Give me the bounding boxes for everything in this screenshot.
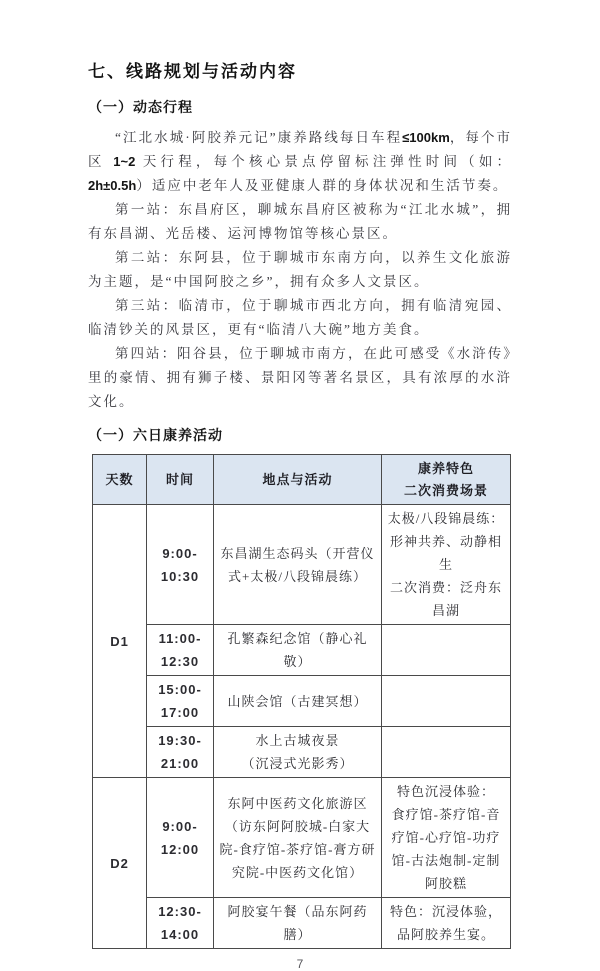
time-cell: 9:00-12:00 [147,778,214,898]
table-row [93,505,511,625]
place-line: （沉浸式光影秀） [241,756,354,771]
paragraph-route-overview [88,126,512,198]
paragraph-station-4: 第四站：阳谷县，位于聊城市南方，在此可感受《水浒传》里的豪情、拥有狮子楼、景阳冈等著名景区，具有浓厚的水浒文化。 [88,346,512,409]
paragraph-station-1: 第一站：东昌府区，聊城东昌府区被称为“江北水城”，拥有东昌湖、光岳楼、运河博物馆等核心景区。 [88,202,512,241]
header-cell-feature [382,455,511,505]
subsection-heading-six-day-activities: （一）六日康养活动 [88,429,223,444]
header-cell-place: 地点与活动 [214,455,382,505]
route-overview-text: ，每个市区 [88,130,512,169]
table-row [93,727,511,778]
table-header-row [93,455,511,505]
route-overview-text: 天行程，每个核心景点停留标注弹性时间（如： [135,154,513,169]
day-cell-d1: D1 [93,505,147,778]
table-row [93,898,511,949]
route-overview-text: ）适应中老年人及亚健康人群的身体状况和生活节奏。 [136,178,509,193]
time-cell: 19:30-21:00 [147,727,214,778]
feature-cell [382,505,511,625]
place-cell: 孔繁森纪念馆（静心礼敬） [214,625,382,676]
place-line: 水上古城夜景 [255,733,340,748]
feature-line: 二次消费：泛舟东昌湖 [389,580,502,618]
place-cell [214,778,382,898]
place-cell [214,727,382,778]
day-cell-d2: D2 [93,778,147,949]
table-row [93,778,511,898]
feature-cell-empty [382,676,511,727]
dwell-time-value: 2h±0.5h [88,178,137,193]
place-line: 东阿中医药文化旅游区 [227,795,368,811]
feature-line: 食疗馆-茶疗馆-音疗馆-心疗馆-功疗馆-古法炮制-定制阿胶糕 [391,807,501,891]
table-row [93,625,511,676]
table-row [93,676,511,727]
feature-line: 特色沉浸体验： [396,784,495,799]
feature-cell-empty [382,625,511,676]
time-cell: 15:00-17:00 [147,676,214,727]
section-heading: 七、线路规划与活动内容 [88,62,297,81]
paragraph-station-3: 第三站：临清市，位于聊城市西北方向，拥有临清宛园、临清钞关的风景区，更有“临清八大碗”地方美食。 [88,298,512,337]
header-feature-line1: 康养特色 [417,460,474,476]
activity-schedule-table [92,454,511,949]
page-number: 7 [296,957,304,971]
feature-line: 太极/八段锦晨练：形神共养、动静相生 [387,511,505,572]
time-cell: 11:00-12:30 [147,625,214,676]
place-cell: 东昌湖生态码头（开营仪式+太极/八段锦晨练） [214,505,382,625]
feature-cell [382,778,511,898]
header-feature-line2: 二次消费场景 [403,482,488,498]
time-cell: 9:00-10:30 [147,505,214,625]
daily-distance-value: ≤100km [402,130,450,145]
time-cell: 12:30-14:00 [147,898,214,949]
subsection-heading-dynamic-itinerary: （一）动态行程 [88,101,193,116]
place-line: （访东阿阿胶城-白家大院-食疗馆-茶疗馆-膏方研究院-中医药文化馆） [219,818,376,880]
paragraph-station-2: 第二站：东阿县，位于聊城市东南方向，以养生文化旅游为主题，是“中国阿胶之乡”，拥有众多人文景区。 [88,250,512,289]
feature-cell: 特色：沉浸体验，品阿胶养生宴。 [382,898,511,949]
header-cell-time: 时间 [147,455,214,505]
feature-cell-empty [382,727,511,778]
header-cell-day: 天数 [93,455,147,505]
place-cell: 山陕会馆（古建冥想） [214,676,382,727]
days-range-value: 1~2 [113,154,136,169]
place-cell: 阿胶宴午餐（品东阿药膳） [214,898,382,949]
route-overview-text: “江北水城·阿胶养元记”康养路线每日车程 [115,130,403,145]
